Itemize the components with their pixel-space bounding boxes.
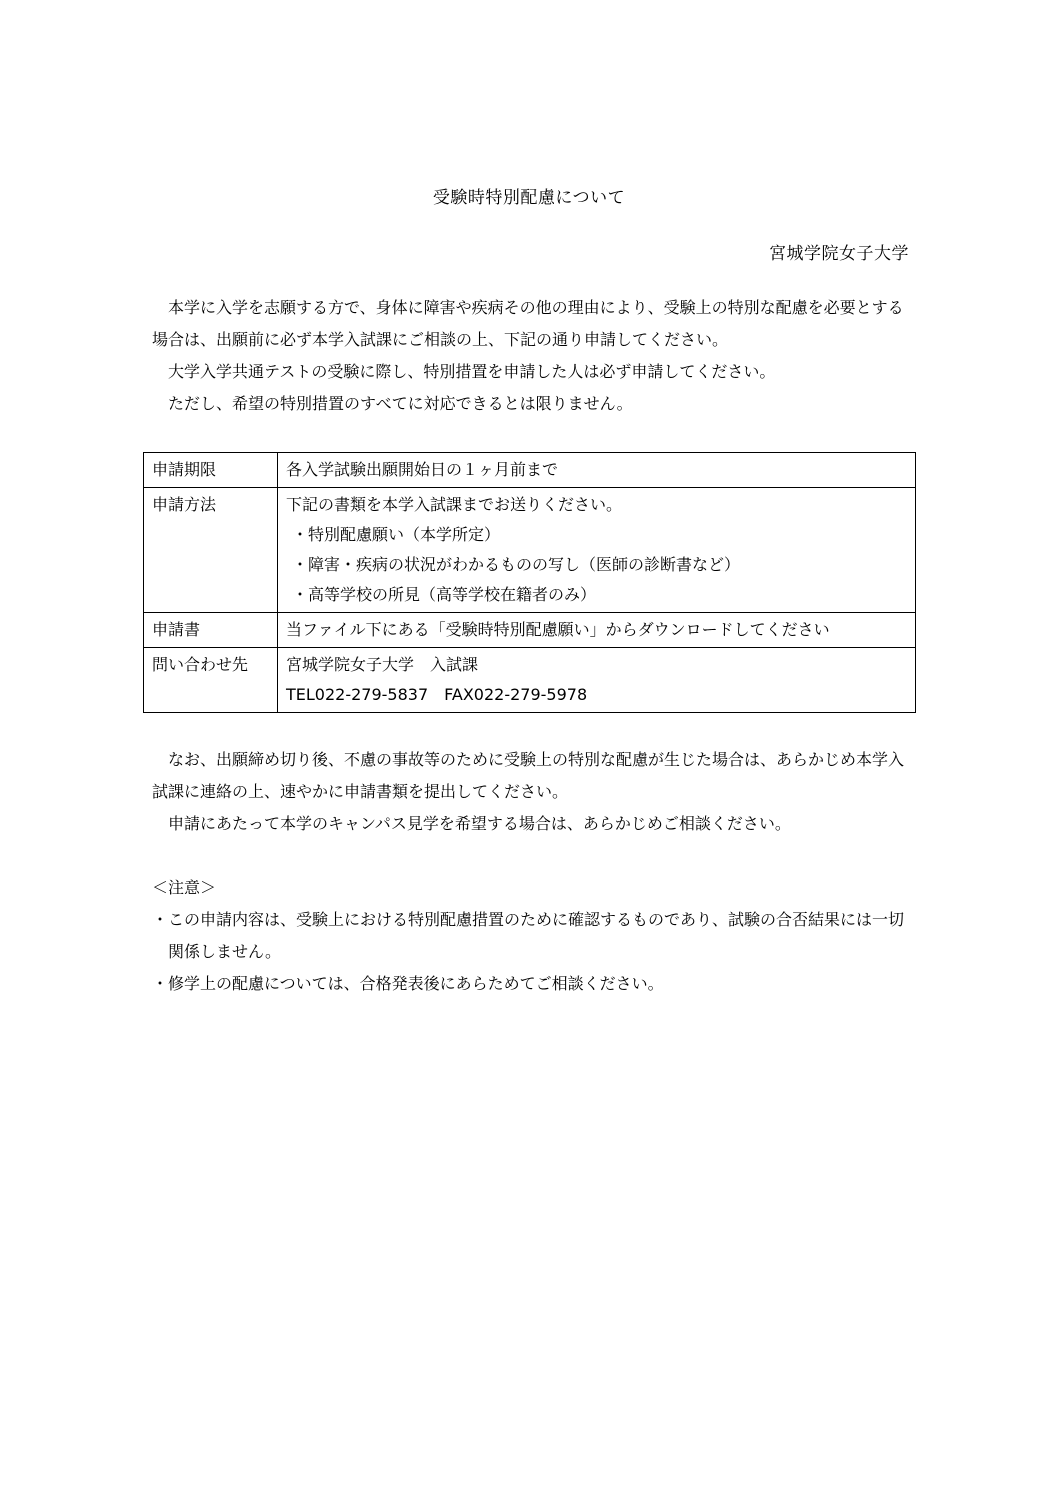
intro-paragraph: ただし、希望の特別措置のすべてに対応できるとは限りません。 (168, 394, 633, 413)
method-item: ・障害・疾病の状況がわかるものの写し（医師の診断書など） (292, 555, 741, 574)
organization-name: 宮城学院女子大学 (769, 244, 909, 264)
contact-phone: TEL022-279-5837 FAX022-279-5978 (286, 685, 588, 704)
application-info-table (143, 452, 916, 713)
form-label: 申請書 (144, 613, 278, 648)
table-row-period (144, 453, 916, 488)
table-row-method (144, 488, 916, 613)
period-value (278, 453, 916, 488)
notes-section (152, 872, 914, 1000)
after-paragraph: 申請にあたって本学のキャンパス見学を希望する場合は、あらかじめご相談ください。 (168, 814, 791, 833)
table-row-contact (144, 648, 916, 713)
method-lead: 下記の書類を本学入試課までお送りください。 (286, 495, 623, 514)
intro-section (152, 292, 914, 420)
intro-paragraph: 大学入学共通テストの受験に際し、特別措置を申請した人は必ず申請してください。 (168, 362, 776, 381)
notes-heading: ＜注意＞ (152, 878, 217, 897)
contact-name: 宮城学院女子大学 入試課 (286, 655, 479, 674)
method-label: 申請方法 (144, 488, 278, 613)
table-row-form (144, 613, 916, 648)
form-text: 当ファイル下にある「受験時特別配慮願い」からダウンロードしてください (286, 620, 830, 639)
note-item: ・この申請内容は、受験上における特別配慮措置のために確認するものであり、試験の合否結果には一切関係しません。 (152, 910, 905, 961)
method-item: ・高等学校の所見（高等学校在籍者のみ） (292, 585, 597, 604)
method-item: ・特別配慮願い（本学所定） (292, 525, 501, 544)
method-value (278, 488, 916, 613)
intro-paragraph: 本学に入学を志願する方で、身体に障害や疾病その他の理由により、受験上の特別な配慮を必要とする場合は、出願前に必ず本学入試課にご相談の上、下記の通り申請してください。 (152, 298, 904, 349)
contact-value (278, 648, 916, 713)
period-label: 申請期限 (144, 453, 278, 488)
note-item: ・修学上の配慮については、合格発表後にあらためてご相談ください。 (152, 974, 664, 993)
contact-label: 問い合わせ先 (144, 648, 278, 713)
after-section (152, 744, 914, 840)
period-text: 各入学試験出願開始日の１ヶ月前まで (286, 460, 559, 479)
after-paragraph: なお、出願締め切り後、不慮の事故等のために受験上の特別な配慮が生じた場合は、あらかじめ本学入試課に連絡の上、速やかに申請書類を提出してください。 (152, 750, 905, 801)
form-value (278, 613, 916, 648)
document-title: 受験時特別配慮について (432, 188, 626, 208)
